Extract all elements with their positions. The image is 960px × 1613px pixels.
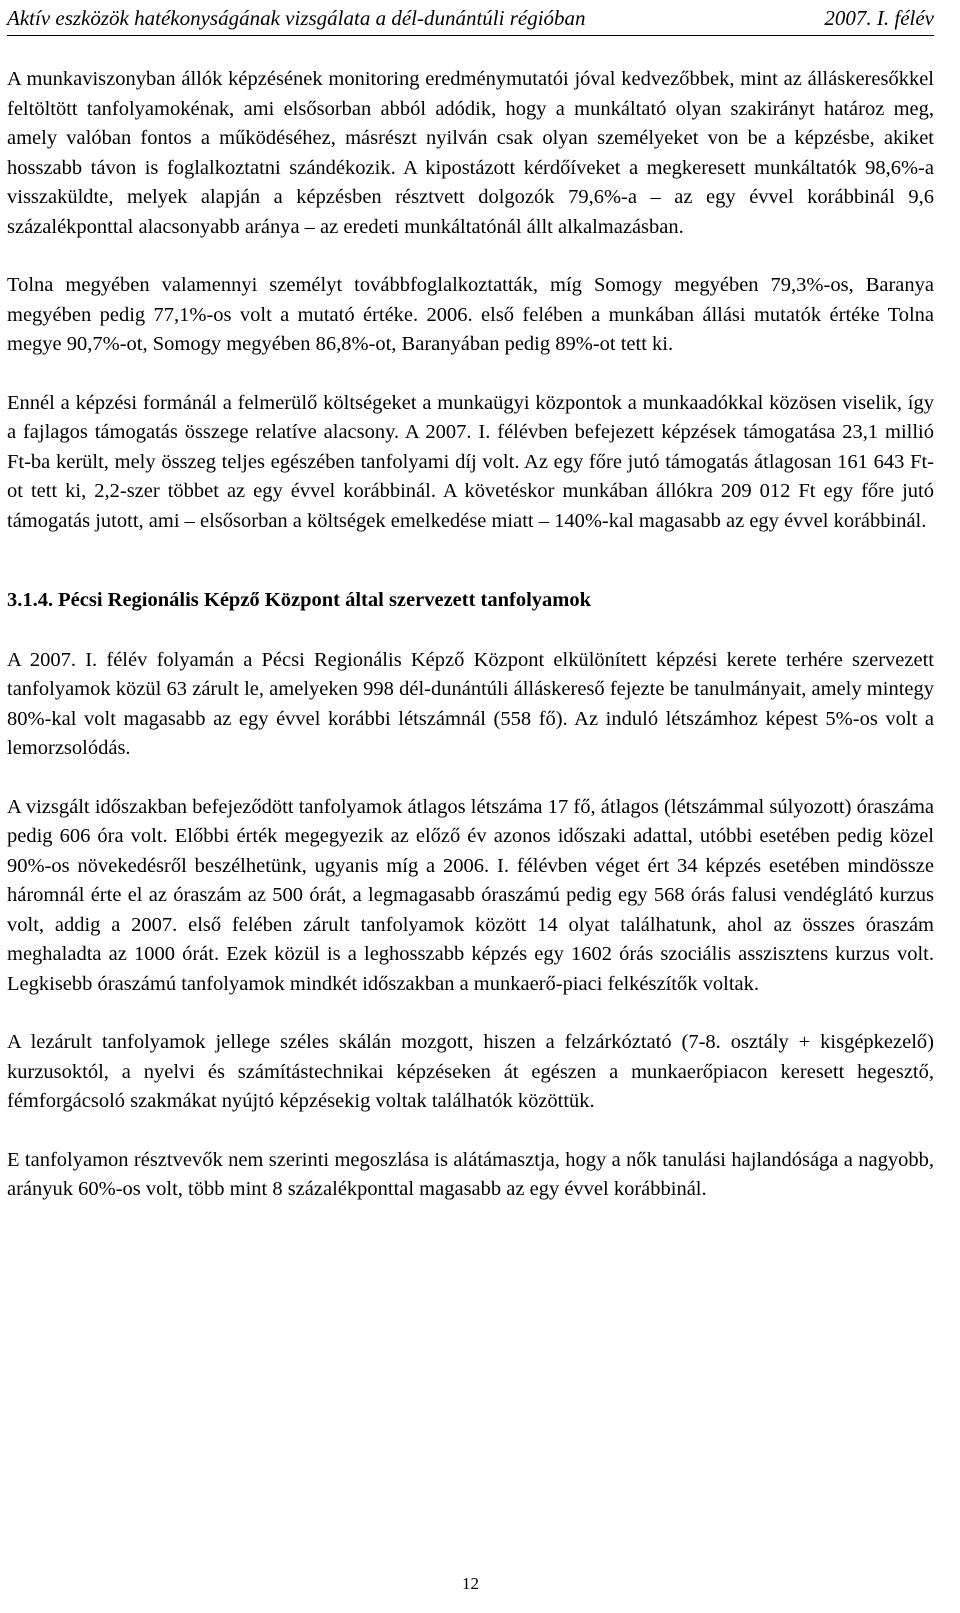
- paragraph: E tanfolyamon résztvevők nem szerinti megoszlása is alátámasztja, hogy a nők tanulási hajlandósága a nagyobb, arányuk 60%-os volt, több mint 8 százalékponttal magasabb az egy évvel korábbinál.: [7, 1148, 934, 1200]
- paragraph: A lezárult tanfolyamok jellege széles skálán mozgott, hiszen a felzárkóztató (7-8. osztály + kisgépkezelő) kurzusoktól, a nyelvi és számítástechnikai képzéseken át egészen a munkaerőpiacon keresett hegesztő, fémforgácsoló szakmákat nyújtó képzésekig voltak találhatók közöttük.: [7, 1031, 934, 1112]
- page-header: [7, 4, 934, 36]
- section-heading: [7, 586, 934, 616]
- document-page: [7, 0, 934, 1613]
- section-title: Pécsi Regionális Képző Központ által szervezett tanfolyamok: [58, 589, 592, 611]
- header-period: 2007. I. félév: [824, 6, 934, 30]
- paragraph: A munkaviszonyban állók képzésének monitoring eredménymutatói jóval kedvezőbbek, mint az álláskeresőkkel feltöltött tanfolyamokénak, ami elsősorban abból adódik, hogy a munkáltató olyan szakirányt határoz meg, amely valóban fontos a működéséhez, másrészt nyilván csak olyan személyeket von be a képzésbe, akiket hosszabb távon is foglalkoztatni szándékozik. A kipostázott kérdőíveket a megkeresett munkáltatók 98,6%-a visszaküldte, melyek alapján a képzésben résztvett dolgozók 79,6%-a – az egy évvel korábbinál 9,6 százalékponttal alacsonyabb aránya – az eredeti munkáltatónál állt alkalmazásban.: [7, 68, 934, 238]
- header-title: Aktív eszközök hatékonyságának vizsgálata a dél-dunántúli régióban: [7, 6, 586, 30]
- document-body: [7, 65, 934, 1234]
- paragraph: Ennél a képzési formánál a felmerülő költségeket a munkaügyi központok a munkaadókkal közösen viselik, így a fajlagos támogatás összege relatíve alacsony. A 2007. I. félévben befejezett képzések támogatása 23,1 millió Ft-ba került, mely összeg teljes egészében tanfolyami díj volt. Az egy főre jutó támogatás átlagosan 161 643 Ft-ot tett ki, 2,2-szer többet az egy évvel korábbinál. A követéskor munkában állókra 209 012 Ft egy főre jutó támogatás jutott, ami – elsősorban a költségek emelkedése miatt – 140%-kal magasabb az egy évvel korábbinál.: [7, 391, 934, 532]
- section-number: 3.1.4.: [7, 589, 54, 611]
- paragraph: A 2007. I. félév folyamán a Pécsi Regionális Képző Központ elkülönített képzési kerete terhére szervezett tanfolyamok közül 63 zárult le, amelyeken 998 dél-dunántúli álláskereső fejezte be tanulmányait, amely mintegy 80%-kal volt magasabb az egy évvel korábbi létszámnál (558 fő). Az induló létszámhoz képest 5%-os volt a lemorzsolódás.: [7, 648, 934, 759]
- page-number: 12: [462, 1574, 479, 1593]
- paragraph: A vizsgált időszakban befejeződött tanfolyamok átlagos létszáma 17 fő, átlagos (létszámmal súlyozott) óraszáma pedig 606 óra volt. Előbbi érték megegyezik az előző év azonos időszaki adattal, utóbbi esetében pedig közel 90%-os növekedésről beszélhetünk, ugyanis míg a 2006. I. félévben véget ért 34 képzés esetében mindössze háromnál érte el az óraszám az 500 órát, a legmagasabb óraszámú pedig egy 568 órás falusi vendéglátó kurzus volt, addig a 2007. első felében zárult tanfolyamok között 14 olyat találhatunk, ahol az összes óraszám meghaladta az 1000 órát. Ezek közül is a leghosszabb képzés egy 1602 órás szociális asszisztens kurzus volt. Legkisebb óraszámú tanfolyamok mindkét időszakban a munkaerő-piaci felkészítők voltak.: [7, 795, 934, 995]
- paragraph: Tolna megyében valamennyi személyt továbbfoglalkoztatták, míg Somogy megyében 79,3%-os, Baranya megyében pedig 77,1%-os volt a mutató értéke. 2006. első felében a munkában állási mutatók értéke Tolna megye 90,7%-ot, Somogy megyében 86,8%-ot, Baranyában pedig 89%-ot tett ki.: [7, 274, 934, 355]
